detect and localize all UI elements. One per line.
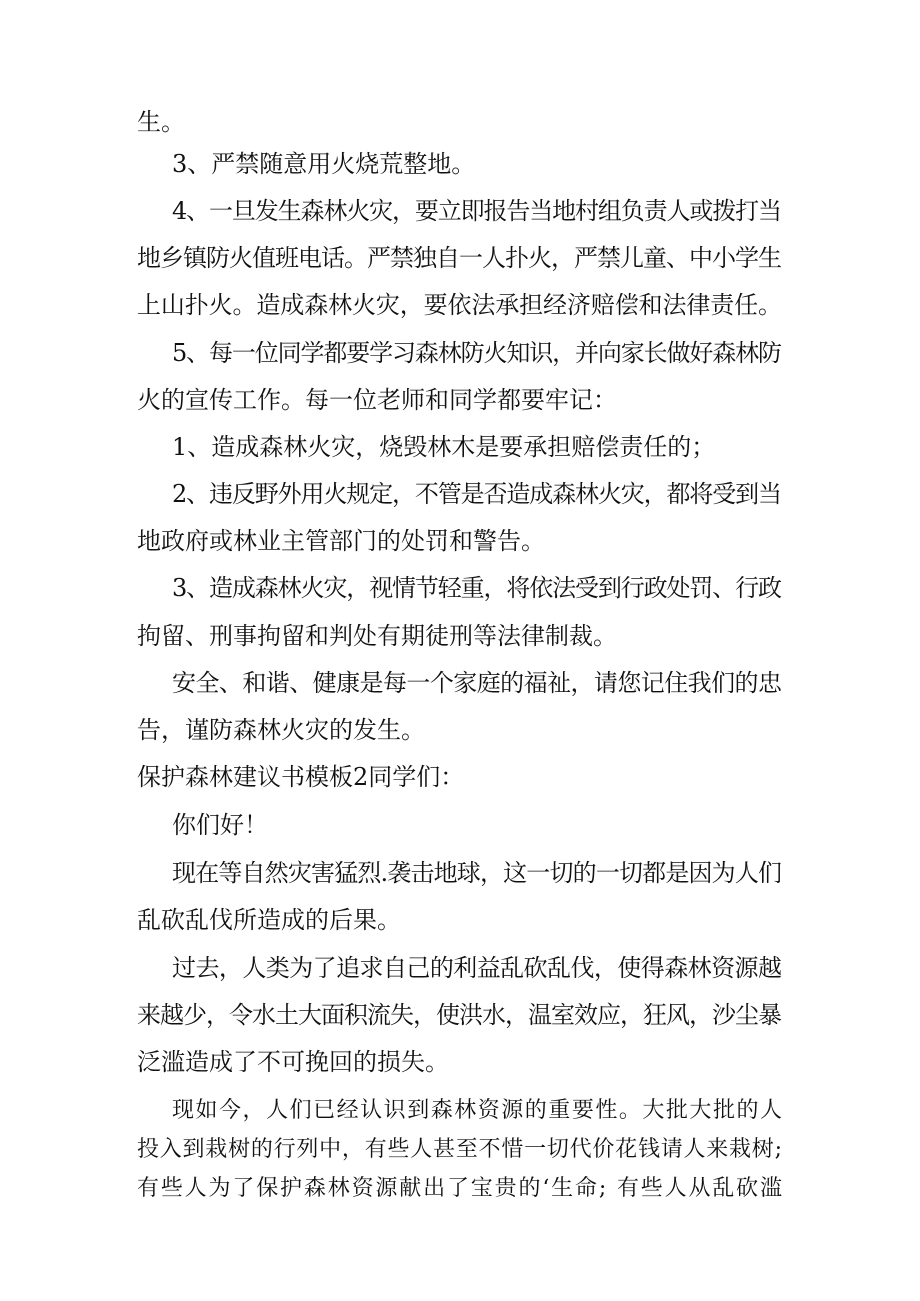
text-line: 现如今，人们已经认识到森林资源的重要性。大批大批的人	[172, 1098, 784, 1123]
text-line: 1、造成森林火灾，烧毁林木是要承担赔偿责任的；	[172, 433, 716, 461]
text-line: 安全、和谐、健康是每一个家庭的福祉，请您记住我们的忠	[172, 669, 782, 697]
text-line: 4、一旦发生森林火灾，要立即报告当地村组负责人或拨打当	[172, 197, 781, 225]
text-line: 生。	[137, 108, 185, 136]
text-line: 地乡镇防火值班电话。严禁独自一人扑火，严禁儿童、中小学生	[137, 244, 781, 272]
text-line: 3、造成森林火灾，视情节轻重，将依法受到行政处罚、行政	[172, 574, 781, 602]
text-line: 来越少，令水土大面积流失，使洪水，温室效应，狂风，沙尘暴	[137, 1001, 781, 1029]
text-line: 你们好！	[172, 811, 268, 839]
text-line: 过去，人类为了追求自己的利益乱砍乱伐，使得森林资源越	[172, 954, 782, 982]
text-line: 告，谨防森林火灾的发生。	[137, 716, 425, 744]
text-line: 3、严禁随意用火烧荒整地。	[172, 150, 476, 178]
text-line: 现在等自然灾害猛烈.袭击地球，这一切的一切都是因为人们	[172, 859, 782, 887]
text-line: 投入到栽树的行列中，有些人甚至不惜一切代价花钱请人来栽树;	[137, 1137, 783, 1162]
section-heading: 保护森林建议书模板2同学们：	[137, 763, 465, 791]
text-line: 拘留、刑事拘留和判处有期徒刑等法律制裁。	[137, 622, 617, 650]
text-line: 乱砍乱伐所造成的后果。	[137, 906, 401, 934]
text-line: 5、每一位同学都要学习森林防火知识，并向家长做好森林防	[172, 339, 781, 367]
text-line: 有些人为了保护森林资源献出了宝贵的‘生命; 有些人从乱砍滥	[137, 1176, 784, 1201]
text-line: 2、违反野外用火规定，不管是否造成森林火灾，都将受到当	[172, 480, 781, 508]
text-line: 泛滥造成了不可挽回的损失。	[137, 1048, 449, 1076]
text-line: 火的宣传工作。每一位老师和同学都要牢记：	[137, 386, 617, 414]
text-line: 上山扑火。造成森林火灾，要依法承担经济赔偿和法律责任。	[137, 291, 782, 319]
text-line: 地政府或林业主管部门的处罚和警告。	[137, 527, 545, 555]
